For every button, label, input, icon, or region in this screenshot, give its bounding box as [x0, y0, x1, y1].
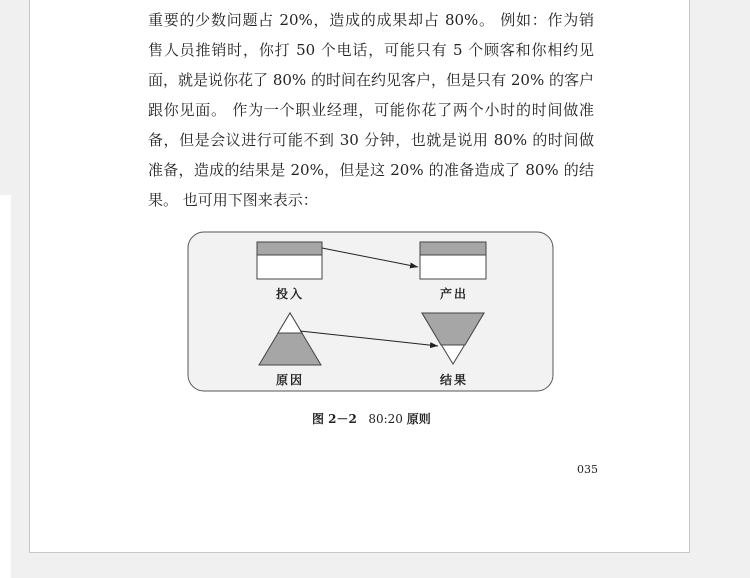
- text-line: 售人员推销时，你打 50 个电话，可能只有 5 个顾客和你相约见: [148, 41, 594, 59]
- caption-ratio: 80:20: [368, 412, 403, 426]
- label-input: 投入: [276, 287, 305, 301]
- caption-prefix: 图 2－2: [312, 412, 357, 426]
- page-number: 035: [577, 463, 598, 476]
- label-cause: 原因: [276, 373, 305, 387]
- text-line: 面，就是说你花了 80% 的时间在约见客户，但是只有 20% 的客户: [148, 71, 594, 89]
- text-line: 跟你见面。 作为一个职业经理，可能你花了两个小时的时间做准: [148, 101, 594, 119]
- text-line: 准备，造成的结果是 20%，但是这 20% 的准备造成了 80% 的结: [148, 161, 594, 179]
- background-strip: [0, 195, 11, 578]
- diagram-graphic: [187, 231, 555, 393]
- pareto-diagram: [187, 231, 555, 397]
- input-box: [257, 242, 322, 279]
- text-line: 重要的少数问题占 20%，造成的成果却占 80%。 例如：作为销: [148, 11, 594, 29]
- text-line: 备，但是会议进行可能不到 30 分钟，也就是说用 80% 的时间做: [148, 131, 594, 149]
- label-result: 结果: [440, 373, 469, 387]
- diagram-frame: [188, 232, 553, 391]
- text-line: 果。 也可用下图来表示：: [148, 191, 318, 209]
- figure-caption: [312, 410, 431, 427]
- label-output: 产出: [440, 287, 469, 301]
- caption-suffix: 原则: [406, 412, 431, 426]
- output-box: [420, 242, 486, 279]
